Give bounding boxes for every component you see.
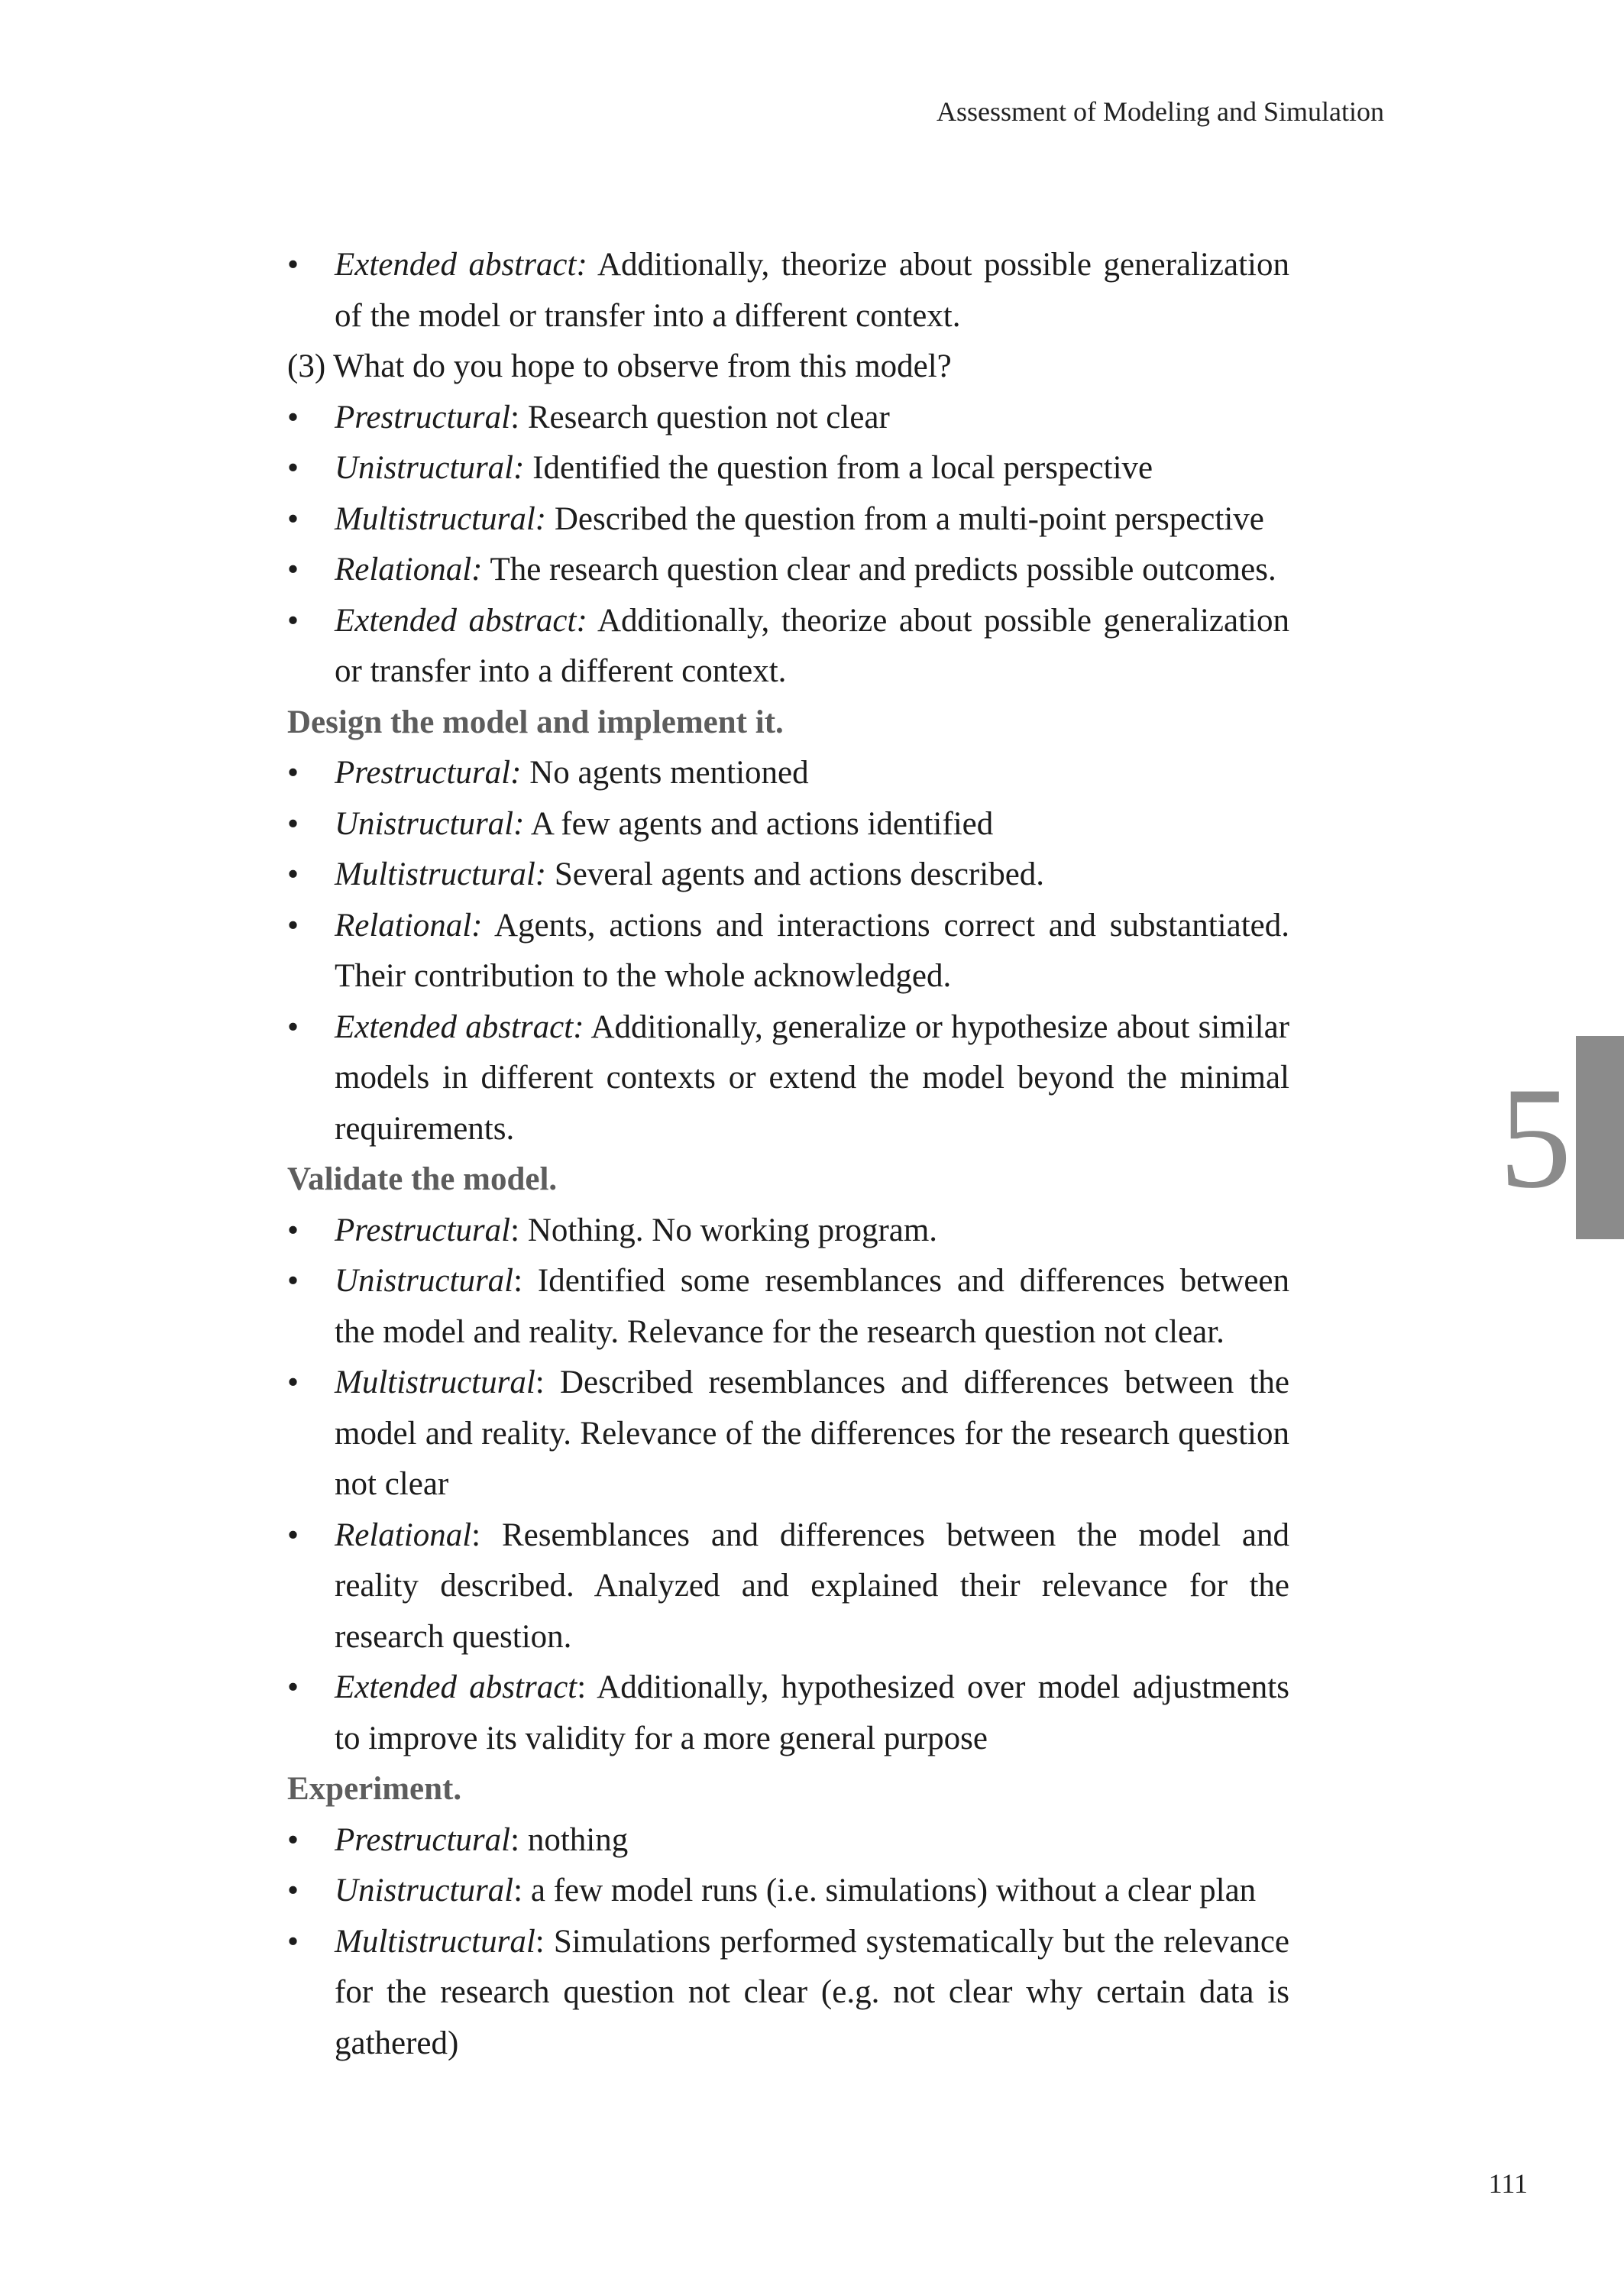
chapter-tab-marker (1576, 1036, 1624, 1239)
list-item (287, 1815, 1289, 1866)
level-term: Unistructural: (335, 805, 525, 842)
level-description: Agents, actions and interactions correct and substantiated. Their contribution to the whole acknowledged. (335, 907, 1289, 994)
level-description: Described the question from a multi-point perspective (546, 500, 1264, 537)
list-item (287, 240, 1289, 342)
level-term: Prestructural: (335, 755, 522, 791)
level-term: Prestructural (335, 1212, 511, 1248)
list-item (287, 494, 1289, 545)
level-description: : Nothing. No working program. (510, 1212, 938, 1248)
level-description: : nothing (510, 1821, 629, 1858)
question-line: (3) What do you hope to observe from this model? (287, 348, 952, 384)
level-description: : Described resemblances and differences between the model and reality. Relevance of the differences for the research question not clear (335, 1365, 1289, 1502)
level-term: Extended abstract: (335, 247, 587, 283)
list-item (287, 1917, 1289, 2070)
level-term: Unistructural: (335, 450, 525, 486)
level-description: Additionally, theorize about possible generalization or transfer into a different context. (335, 602, 1289, 689)
section-heading: Design the model and implement it. (287, 704, 784, 740)
list-item (287, 1256, 1289, 1358)
level-description: No agents mentioned (521, 755, 809, 791)
list-item (287, 1662, 1289, 1764)
list-item (287, 596, 1289, 698)
level-description: Identified the question from a local perspective (524, 450, 1153, 486)
chapter-number: 5 (1499, 1058, 1572, 1219)
list-item (287, 1510, 1289, 1663)
level-term: Multistructural: (335, 500, 547, 537)
level-term: Multistructural (335, 1365, 535, 1400)
list-item (287, 545, 1289, 596)
level-term: Extended abstract: (335, 602, 587, 639)
level-description: : Simulations performed systematically but the relevance for the research question not clear (e.g. not clear why certain data is gathered) (335, 1923, 1289, 2061)
level-term: Multistructural (335, 1923, 535, 1960)
level-term: Unistructural (335, 1263, 514, 1299)
list-item (287, 1002, 1289, 1155)
level-description: A few agents and actions identified (524, 805, 994, 842)
page-number: 111 (1488, 2168, 1528, 2199)
level-term: Relational: (335, 552, 483, 588)
list-item (287, 1358, 1289, 1510)
list-item (287, 850, 1289, 901)
list-item (287, 1206, 1289, 1257)
running-header: Assessment of Modeling and Simulation (937, 96, 1384, 127)
list-item (287, 748, 1289, 799)
level-description: : Additionally, hypothesized over model adjustments to improve its validity for a more general purpose (335, 1669, 1289, 1756)
level-description: Additionally, theorize about possible generalization of the model or transfer into a different context. (335, 247, 1289, 334)
list-item (287, 799, 1289, 850)
section-heading: Validate the model. (287, 1161, 558, 1197)
level-term: Extended abstract: (335, 1008, 584, 1045)
level-term: Relational (335, 1517, 472, 1553)
list-item (287, 901, 1289, 1002)
level-term: Multistructural: (335, 856, 547, 892)
level-description: : Identified some resemblances and differences between the model and reality. Relevance for the research question not clear. (335, 1263, 1289, 1350)
level-description: Several agents and actions described. (546, 856, 1045, 892)
list-item (287, 443, 1289, 494)
section-heading: Experiment. (287, 1771, 462, 1807)
level-term: Prestructural (335, 399, 511, 435)
level-description: The research question clear and predicts possible outcomes. (482, 552, 1276, 588)
level-term: Unistructural (335, 1873, 514, 1908)
list-item (287, 393, 1289, 444)
level-term: Prestructural (335, 1821, 511, 1858)
level-description: : Research question not clear (510, 399, 890, 435)
list-item (287, 1866, 1289, 1917)
level-term: Relational: (335, 907, 483, 944)
page-body (287, 240, 1289, 2069)
level-term: Extended abstract (335, 1669, 577, 1705)
level-description: Additionally, generalize or hypothesize about similar models in different contexts or extend the model beyond the minimal requirements. (335, 1008, 1289, 1147)
level-description: : a few model runs (i.e. simulations) without a clear plan (513, 1873, 1257, 1908)
level-description: : Resemblances and differences between the model and reality described. Analyzed and explained their relevance for the research question. (335, 1517, 1289, 1655)
